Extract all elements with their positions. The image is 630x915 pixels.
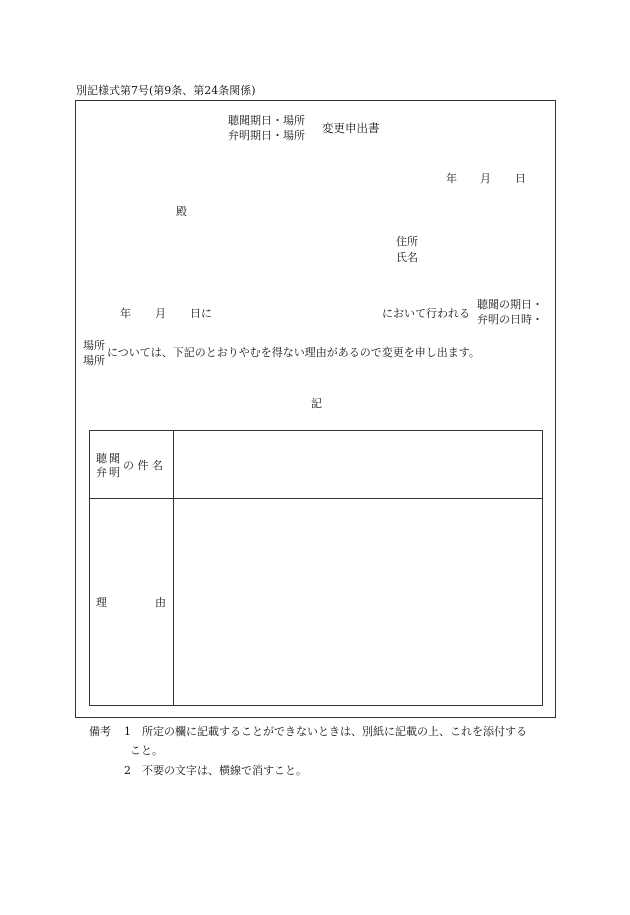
title-option-hearing: 聴聞期日・場所 xyxy=(228,114,305,127)
address-label: 住所 xyxy=(396,235,418,248)
statement-year: 年 xyxy=(120,307,131,320)
title-option-explanation: 弁明期日・場所 xyxy=(228,129,305,142)
case-opt-hear-1: 聴 xyxy=(96,452,107,465)
note-number: 1 xyxy=(124,725,131,738)
form-title: 変更申出書 xyxy=(322,121,380,135)
location-phrase: において行われる xyxy=(382,307,470,320)
case-opt-expl-2: 明 xyxy=(109,466,120,479)
case-name-label: の 件 名 xyxy=(123,459,163,472)
option-explanation-date: 弁明の日時・ xyxy=(477,313,543,326)
case-opt-hear-2: 聞 xyxy=(109,452,120,465)
date-year: 年 xyxy=(446,172,457,185)
place-option-1: 場所 xyxy=(83,339,105,352)
note-text: 不要の文字は、横線で消すこと。 xyxy=(142,764,307,777)
table-divider-horizontal xyxy=(90,498,542,499)
addressee-suffix: 殿 xyxy=(176,205,187,218)
case-opt-expl-1: 弁 xyxy=(96,466,107,479)
statement-month: 月 xyxy=(155,307,166,320)
option-hearing-date: 聴聞の期日・ xyxy=(477,298,543,311)
table-divider-vertical xyxy=(173,431,174,705)
form-number: 別記様式第7号(第9条、第24条関係) xyxy=(76,84,256,97)
statement-body: については、下記のとおりやむを得ない理由があるので変更を申し出ます。 xyxy=(107,346,480,359)
date-day: 日 xyxy=(515,172,526,185)
note-text-continued: こと。 xyxy=(130,744,163,757)
reason-label-right: 由 xyxy=(155,596,166,609)
reason-label-left: 理 xyxy=(96,596,107,609)
note-number: 2 xyxy=(124,764,131,777)
notes-label: 備考 xyxy=(89,725,111,738)
place-option-2: 場所 xyxy=(83,354,105,367)
date-month: 月 xyxy=(480,172,491,185)
record-heading: 記 xyxy=(311,397,322,410)
note-text: 所定の欄に記載することができないときは、別紙に記載の上、これを添付する xyxy=(142,725,527,738)
statement-day: 日に xyxy=(190,307,212,320)
name-label: 氏名 xyxy=(396,251,418,264)
